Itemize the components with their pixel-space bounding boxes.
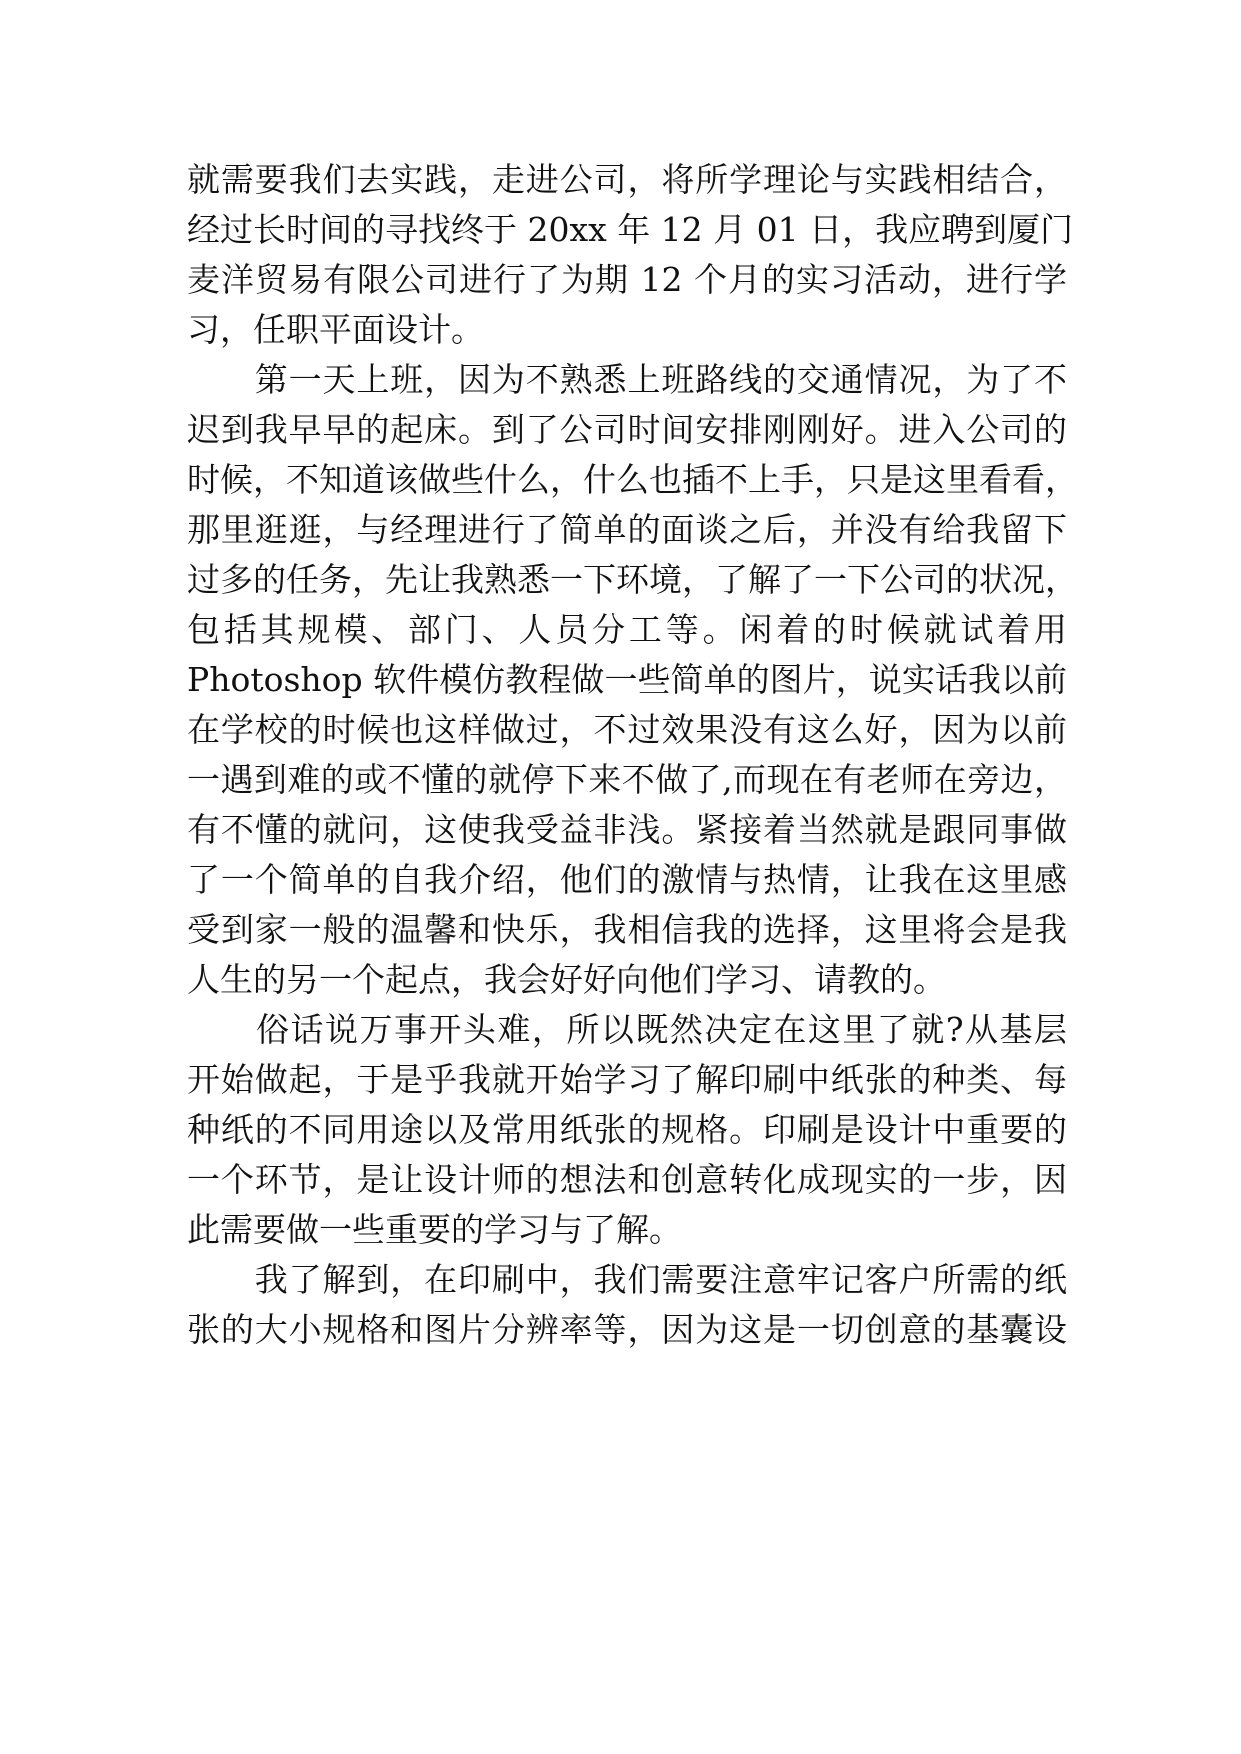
text-line: 迟到我早早的起床。到了公司时间安排刚刚好。进入公司的 [187,410,1067,449]
text-line: 时候，不知道该做些什么，什么也插不上手，只是这里看看， [187,460,1078,499]
text-line: 就需要我们去实践，走进公司，将所学理论与实践相结合， [187,160,1067,199]
text-line: Photoshop 软件模仿教程做一些简单的图片，说实话我以前 [187,660,1067,699]
text-line: 受到家一般的温馨和快乐，我相信我的选择，这里将会是我 [187,910,1067,949]
text-line: 开始做起，于是乎我就开始学习了解印刷中纸张的种类、每 [187,1060,1067,1099]
text-line: 那里逛逛，与经理进行了简单的面谈之后，并没有给我留下 [187,510,1067,549]
text-line: 麦洋贸易有限公司进行了为期 12 个月的实习活动，进行学 [187,260,1067,299]
text-line: 我了解到，在印刷中，我们需要注意牢记客户所需的纸 [187,1260,1067,1299]
text-line: 第一天上班，因为不熟悉上班路线的交通情况，为了不 [187,360,1067,399]
text-line: 俗话说万事开头难，所以既然决定在这里了就?从基层 [187,1010,1067,1049]
text-line: 了一个简单的自我介绍，他们的激情与热情，让我在这里感 [187,860,1067,899]
text-line: 包括其规模、部门、人员分工等。闲着的时候就试着用 [187,610,1067,649]
text-line: 过多的任务，先让我熟悉一下环境，了解了一下公司的状况， [187,560,1078,599]
text-line: 张的大小规格和图片分辨率等，因为这是一切创意的基囊设 [187,1310,1067,1349]
text-line: 经过长时间的寻找终于 20xx 年 12 月 01 日，我应聘到厦门 [187,210,1074,249]
text-line: 人生的另一个起点，我会好好向他们学习、请教的。 [187,960,946,999]
text-line: 在学校的时候也这样做过，不过效果没有这么好，因为以前 [187,710,1067,749]
text-line: 种纸的不同用途以及常用纸张的规格。印刷是设计中重要的 [187,1110,1067,1149]
text-line: 一个环节，是让设计师的想法和创意转化成现实的一步，因 [187,1160,1067,1199]
text-line: 习，任职平面设计。 [187,310,484,349]
text-line: 一遇到难的或不懂的就停下来不做了,而现在有老师在旁边， [187,760,1067,799]
text-line: 此需要做一些重要的学习与了解。 [187,1210,682,1249]
text-line: 有不懂的就问，这使我受益非浅。紧接着当然就是跟同事做 [187,810,1067,849]
